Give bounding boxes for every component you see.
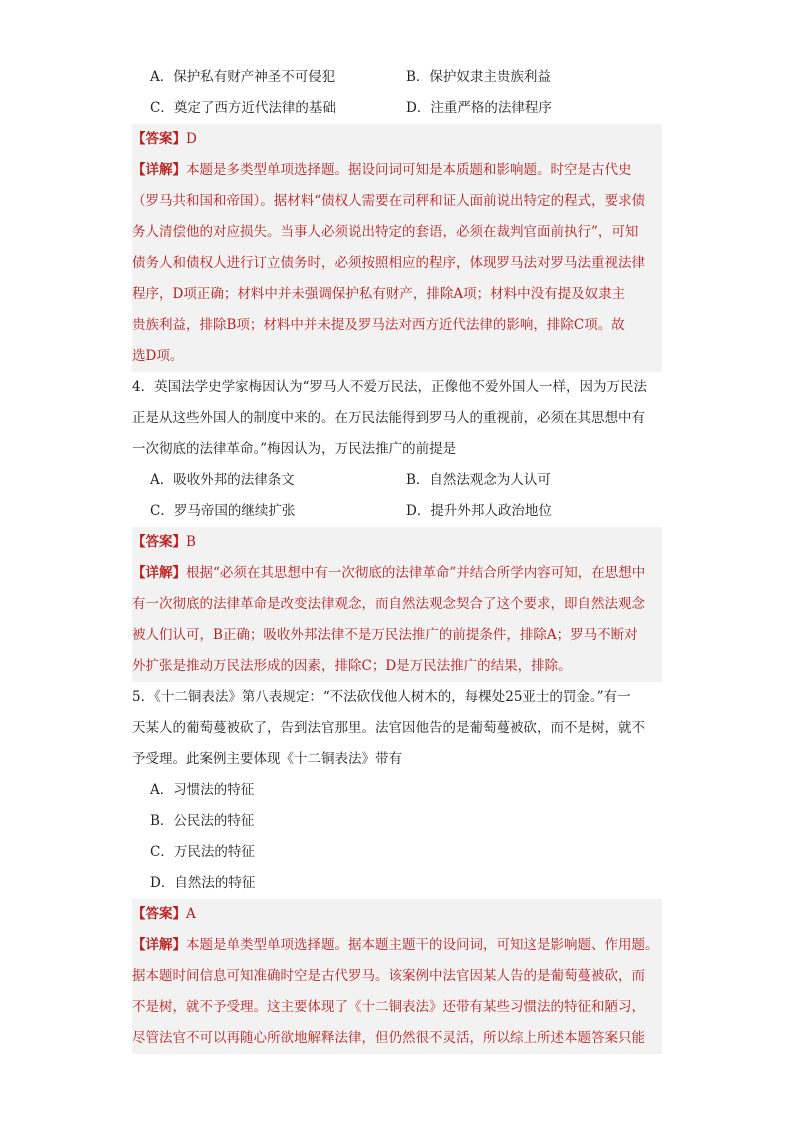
- q3-option-row-2: [132, 93, 662, 124]
- q5-answer-value: A: [186, 906, 196, 922]
- q3-option-c: C．奠定了西方近代法律的基础: [150, 100, 336, 116]
- q3-answer: [132, 124, 662, 155]
- q5-detail-line: 不是树，就不予受理。这主要体现了《十二铜表法》还带有某些习惯法的特征和陋习，: [132, 999, 645, 1015]
- q3-detail-line: 务人清偿他的对应损失。当事人必须说出特定的套语，必须在裁判官面前执行”，可知: [132, 224, 639, 240]
- q3-detail-line: 【详解】本题是多类型单项选择题。据设问词可知是本质题和影响题。时空是古代史: [132, 162, 632, 178]
- q4-detail-line: 【详解】根据“必须在其思想中有一次彻底的法律革命”并结合所学内容可知，在思想中: [132, 565, 646, 581]
- q3-option-d: D．注重严格的法律程序: [406, 100, 552, 116]
- q5-option-c: C．万民法的特征: [150, 844, 255, 860]
- q4-answer-value: B: [186, 534, 196, 550]
- q4-option-d: D．提升外邦人政治地位: [406, 503, 552, 519]
- q4-detail-label: 【详解】: [132, 565, 186, 581]
- q4-option-a: A．吸收外邦的法律条文: [150, 472, 295, 488]
- q4-stem-line: 一次彻底的法律革命。”梅因认为，万民法推广的前提是: [132, 441, 457, 457]
- q4-option-b: B．自然法观念为人认可: [406, 472, 551, 488]
- q5-option-b: B．公民法的特征: [150, 813, 255, 829]
- q4-option-row-2: [132, 496, 662, 527]
- q4-option-c: C．罗马帝国的继续扩张: [150, 503, 296, 519]
- q3-detail-line: （罗马共和国和帝国）。据材料“债权人需要在司秤和证人面前说出特定的程式，要求债: [132, 193, 646, 209]
- q4-answer-label: 【答案】: [132, 534, 186, 550]
- q5-detail-line: 尽管法官不可以再随心所欲地解释法律，但仍然很不灵活，所以综上所述本题答案只能: [132, 1030, 645, 1046]
- q3-detail-line: 债务人和债权人进行订立债务时，必须按照相应的程序，体现罗马法对罗马法重视法律: [132, 255, 645, 271]
- q4-answer: [132, 527, 662, 558]
- q3-answer-label: 【答案】: [132, 131, 186, 147]
- q4-stem-line: 4．英国法学史学家梅因认为“罗马人不爱万民法，正像他不爱外国人一样，因为万民法: [132, 379, 647, 395]
- q5-option-d: D．自然法的特征: [150, 875, 256, 891]
- q4-answer-block: [132, 527, 662, 682]
- q3-answer-block: [132, 124, 662, 372]
- q3-detail-line: 程序，D项正确；材料中并未强调保护私有财产，排除A项；材料中没有提及奴隶主: [132, 286, 626, 302]
- q4-stem-line: 正是从这些外国人的制度中来的。在万民法能得到罗马人的重视前，必须在其思想中有: [132, 410, 645, 426]
- q5-detail-label: 【详解】: [132, 937, 186, 953]
- q3-option-b: B．保护奴隶主贵族利益: [406, 69, 551, 85]
- q4-detail-line: 有一次彻底的法律革命是改变法律观念，而自然法观念契合了这个要求，即自然法观念: [132, 596, 645, 612]
- q3-detail-line: 贵族利益，排除B项；材料中并未提及罗马法对西方近代法律的影响，排除C项。故: [132, 317, 625, 333]
- q3-option-a: A．保护私有财产神圣不可侵犯: [150, 69, 336, 85]
- q5-stem-line: 5．《十二铜表法》第八表规定：“不法砍伐他人树木的，每棵处25亚士的罚金。”有一: [132, 689, 631, 705]
- q5-stem-line: 天某人的葡萄蔓被砍了，告到法官那里。法官因他告的是葡萄蔓被砍，而不是树，就不: [132, 720, 645, 736]
- q5-stem-line: 予受理。此案例主要体现《十二铜表法》带有: [132, 751, 402, 767]
- q5-answer-block: [132, 899, 662, 1054]
- q3-detail-label: 【详解】: [132, 162, 186, 178]
- q5-detail-line: 据本题时间信息可知准确时空是古代罗马。该案例中法官因某人告的是葡萄蔓被砍，而: [132, 968, 645, 984]
- q3-detail-line: 选D项。: [132, 348, 184, 364]
- q4-option-row-1: [132, 465, 662, 496]
- q5-answer-label: 【答案】: [132, 906, 186, 922]
- q5-detail-line: 【详解】本题是单类型单项选择题。据本题主题干的设问词，可知这是影响题、作用题。: [132, 937, 659, 953]
- q5-option-a: A．习惯法的特征: [150, 782, 255, 798]
- q3-option-row-1: [132, 62, 662, 93]
- document-content: [132, 62, 662, 1054]
- q4-detail-line: 被人们认可，B正确；吸收外邦法律不是万民法推广的前提条件，排除A；罗马不断对: [132, 627, 638, 643]
- q5-answer: [132, 899, 662, 930]
- q4-detail-line: 外扩张是推动万民法形成的因素，排除C；D是万民法推广的结果，排除。: [132, 658, 572, 674]
- q3-answer-value: D: [186, 131, 197, 147]
